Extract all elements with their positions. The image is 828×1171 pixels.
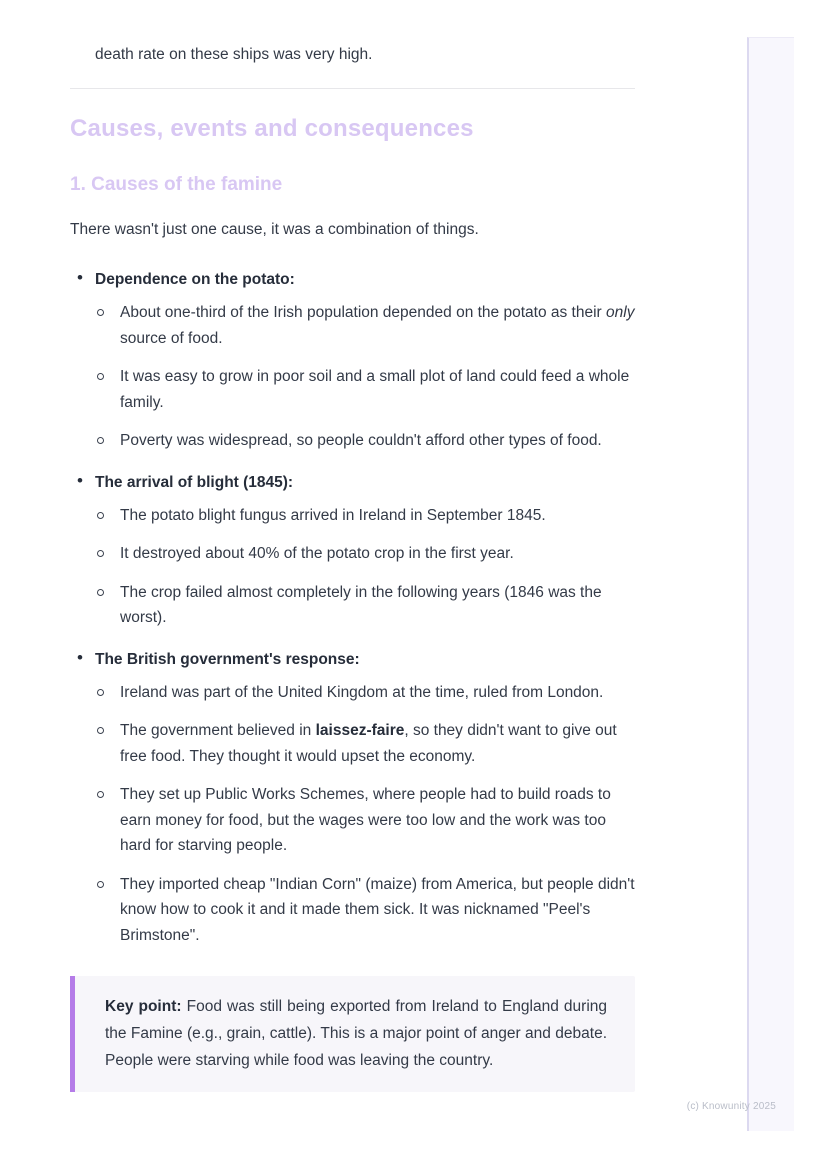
subpoint-text: , so they didn't want to give out free food. They thought it would upset the economy. bbox=[120, 722, 617, 765]
cause-group-government bbox=[70, 649, 635, 949]
cause-subpoints bbox=[95, 680, 635, 949]
section-divider bbox=[70, 88, 635, 89]
subpoint-emphasis: only bbox=[606, 304, 635, 321]
subpoint bbox=[95, 580, 635, 631]
cause-heading: • The arrival of blight (1845): bbox=[95, 473, 294, 491]
subpoint-text: It was easy to grow in poor soil and a small plot of land could feed a whole family. bbox=[120, 368, 630, 411]
subpoint-strong: laissez-faire bbox=[315, 722, 405, 739]
section-title: Causes, events and consequences bbox=[70, 115, 474, 142]
subpoint bbox=[95, 680, 635, 706]
lead-paragraph: There wasn't just one cause, it was a combination of things. bbox=[70, 221, 479, 238]
key-point-paragraph bbox=[105, 993, 607, 1074]
subpoint bbox=[95, 364, 635, 415]
cause-subpoints bbox=[95, 300, 635, 454]
cause-group-dependence bbox=[70, 269, 635, 454]
subpoint bbox=[95, 782, 635, 859]
key-point-text: Food was still being exported from Ireland to England during the Famine (e.g., grain, cattle). This is a major point of anger and debate. People were starving while food was leaving the country. bbox=[105, 998, 607, 1069]
subpoint bbox=[95, 300, 635, 351]
cause-subpoints bbox=[95, 503, 635, 631]
subsection-title: 1. Causes of the famine bbox=[70, 174, 283, 195]
key-point-callout bbox=[70, 976, 635, 1092]
cause-group-blight bbox=[70, 472, 635, 631]
next-page-edge bbox=[747, 37, 794, 1131]
subpoint bbox=[95, 718, 635, 769]
cause-heading: • Dependence on the potato: bbox=[95, 271, 295, 288]
paragraph-continuation: death rate on these ships was very high. bbox=[95, 46, 373, 63]
subpoint-text: They set up Public Works Schemes, where people had to build roads to earn money for food, but the wages were too low and the work was too hard for starving people. bbox=[120, 786, 611, 854]
subpoint-text: The potato blight fungus arrived in Ireland in September 1845. bbox=[120, 506, 546, 524]
subpoint-text: About one-third of the Irish population depended on the potato as their bbox=[120, 304, 607, 321]
subpoint-text: source of food. bbox=[120, 329, 223, 347]
cause-heading: • The British government's response: bbox=[95, 650, 360, 668]
subpoint-text: It destroyed about 40% of the potato crop in the first year. bbox=[120, 545, 514, 562]
causes-list bbox=[70, 269, 635, 948]
key-point-label: Key point: bbox=[105, 998, 182, 1015]
subpoint-text: The government believed in bbox=[120, 722, 316, 739]
subpoint-text: They imported cheap "Indian Corn" (maize) from America, but people didn't know how to cook it and it made them sick. It was nicknamed "Peel's Brimstone". bbox=[120, 875, 635, 944]
copyright-footer: (c) Knowunity 2025 bbox=[686, 1101, 776, 1112]
subpoint bbox=[95, 428, 635, 454]
subpoint-text: The crop failed almost completely in the following years (1846 was the worst). bbox=[120, 583, 602, 626]
subpoint-text: Ireland was part of the United Kingdom at the time, ruled from London. bbox=[120, 683, 604, 701]
subpoint bbox=[95, 541, 635, 567]
document-page bbox=[70, 0, 635, 1092]
subpoint bbox=[95, 872, 635, 949]
subpoint bbox=[95, 503, 635, 529]
subpoint-text: Poverty was widespread, so people couldn't afford other types of food. bbox=[120, 432, 602, 449]
